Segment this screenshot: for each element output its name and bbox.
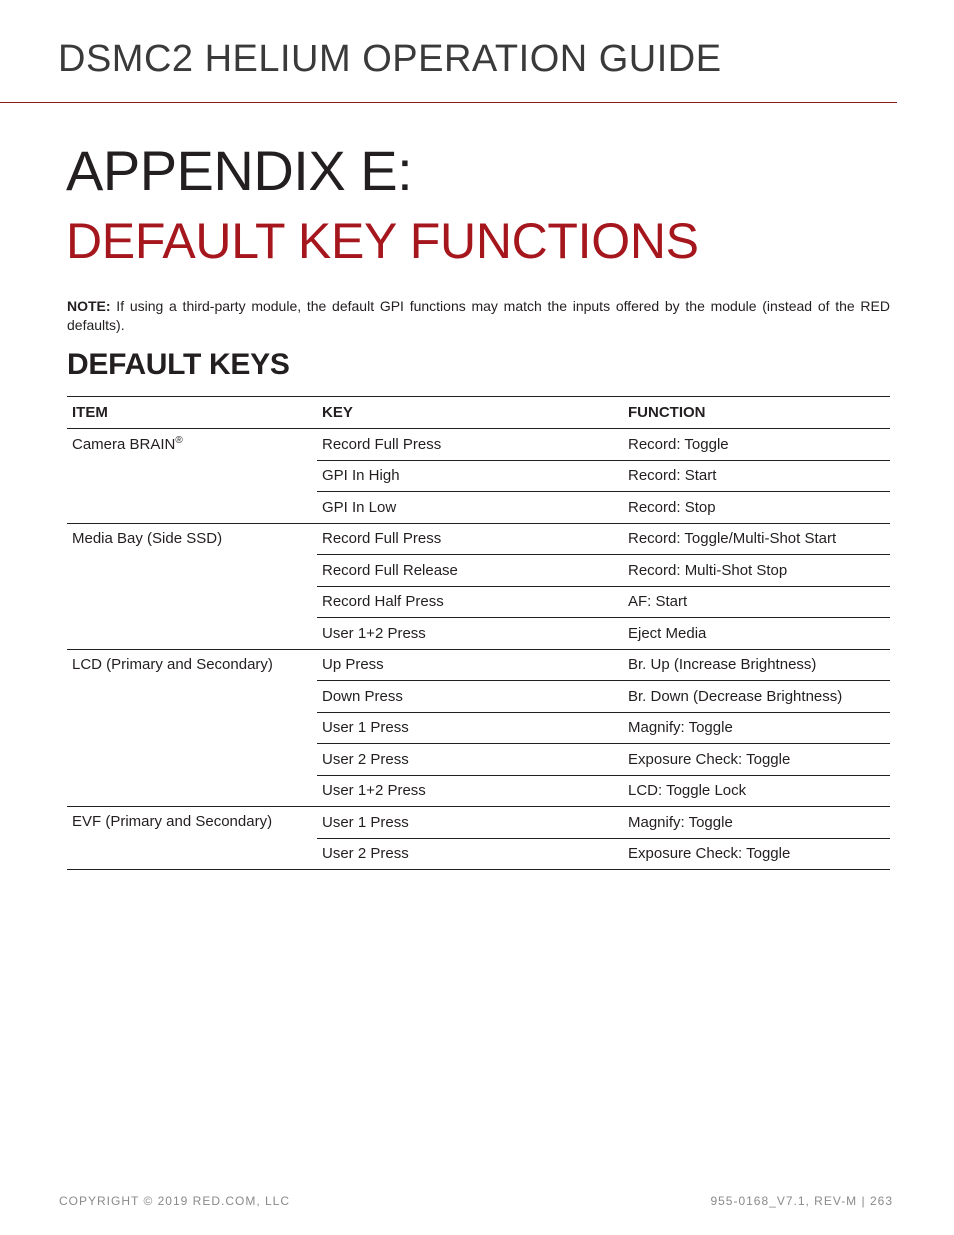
key-cell: User 1+2 Press — [317, 618, 623, 650]
default-keys-table — [67, 396, 890, 870]
function-cell: Eject Media — [623, 618, 890, 650]
table-body — [67, 429, 890, 870]
item-cell — [67, 807, 317, 870]
function-cell: Record: Stop — [623, 492, 890, 524]
column-header-key: KEY — [317, 397, 623, 429]
function-cell: LCD: Toggle Lock — [623, 775, 890, 807]
item-cell — [67, 649, 317, 807]
column-header-function: FUNCTION — [623, 397, 890, 429]
key-cell: User 1 Press — [317, 712, 623, 744]
note-label: NOTE: — [67, 298, 111, 314]
table-header-row — [67, 397, 890, 429]
key-cell: GPI In High — [317, 460, 623, 492]
key-cell: User 2 Press — [317, 744, 623, 776]
table-row — [67, 523, 890, 555]
item-label: Camera BRAIN — [72, 436, 176, 453]
key-cell: Record Half Press — [317, 586, 623, 618]
item-cell — [67, 429, 317, 524]
function-cell: Magnify: Toggle — [623, 807, 890, 839]
table-row — [67, 429, 890, 461]
function-cell: Br. Down (Decrease Brightness) — [623, 681, 890, 713]
key-cell: Down Press — [317, 681, 623, 713]
key-cell: Record Full Release — [317, 555, 623, 587]
footer-doc-ref: 955-0168_V7.1, REV-M | 263 — [710, 1194, 893, 1208]
function-cell: Br. Up (Increase Brightness) — [623, 649, 890, 681]
header-divider — [0, 102, 897, 103]
key-cell: GPI In Low — [317, 492, 623, 524]
function-cell: Record: Toggle/Multi-Shot Start — [623, 523, 890, 555]
key-cell: User 1 Press — [317, 807, 623, 839]
function-cell: Record: Multi-Shot Stop — [623, 555, 890, 587]
key-cell: User 2 Press — [317, 838, 623, 870]
key-cell: Up Press — [317, 649, 623, 681]
registered-mark: ® — [175, 435, 183, 446]
function-cell: Magnify: Toggle — [623, 712, 890, 744]
item-cell — [67, 523, 317, 649]
section-heading: DEFAULT KEYS — [67, 348, 290, 381]
function-cell: AF: Start — [623, 586, 890, 618]
key-cell: Record Full Press — [317, 429, 623, 461]
note-text: If using a third-party module, the default GPI functions may match the inputs offered by the module (instead of the RED defaults). — [67, 298, 890, 333]
footer-copyright: COPYRIGHT © 2019 RED.COM, LLC — [59, 1194, 291, 1208]
document-header-title: DSMC2 HELIUM OPERATION GUIDE — [58, 38, 722, 80]
function-cell: Record: Toggle — [623, 429, 890, 461]
function-cell: Exposure Check: Toggle — [623, 838, 890, 870]
column-header-item: ITEM — [67, 397, 317, 429]
item-label: EVF (Primary and Secondary) — [72, 813, 273, 830]
function-cell: Record: Start — [623, 460, 890, 492]
key-cell: User 1+2 Press — [317, 775, 623, 807]
appendix-title: APPENDIX E: — [66, 139, 413, 202]
table-row — [67, 807, 890, 839]
item-label: Media Bay (Side SSD) — [72, 529, 223, 547]
item-label: LCD (Primary and Secondary) — [72, 655, 273, 673]
function-cell: Exposure Check: Toggle — [623, 744, 890, 776]
key-cell: Record Full Press — [317, 523, 623, 555]
appendix-subtitle: DEFAULT KEY FUNCTIONS — [66, 213, 699, 269]
table-row — [67, 649, 890, 681]
note-paragraph — [67, 297, 890, 335]
